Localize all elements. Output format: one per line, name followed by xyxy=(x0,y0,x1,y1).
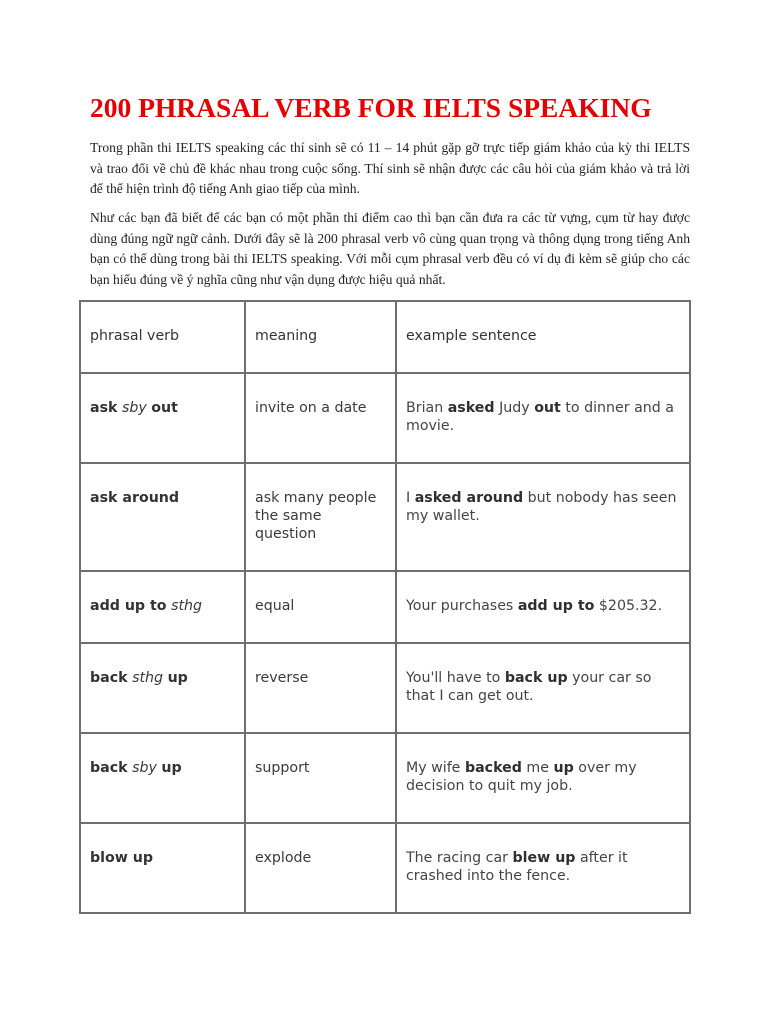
header-phrasal-verb: phrasal verb xyxy=(80,301,245,373)
example-cell: Brian asked Judy out to dinner and a movie. xyxy=(396,373,690,463)
bold-text: up xyxy=(553,760,574,776)
italic-text: sthg xyxy=(132,670,164,686)
bold-text: out xyxy=(534,400,561,416)
meaning-cell: support xyxy=(245,733,396,823)
bold-text: asked around xyxy=(414,490,524,506)
bold-text: up xyxy=(167,670,188,686)
bold-text: ask xyxy=(90,400,118,416)
header-example-sentence: example sentence xyxy=(396,301,690,373)
table-row xyxy=(80,571,690,643)
phrasal-verb-cell xyxy=(80,733,245,823)
phrasal-verb-cell xyxy=(80,571,245,643)
table-row xyxy=(80,823,690,913)
bold-text: asked xyxy=(447,400,495,416)
italic-text: sby xyxy=(132,760,157,776)
intro-paragraph-2: Như các bạn đã biết để các bạn có một phần thi điểm cao thì bạn cần đưa ra các từ vựng, cụm từ hay được dùng đúng ngữ ngữ cảnh. Dưới đây sẽ là 200 phrasal verb vô cùng quan trọng và thông dụng trong tiếng Anh bạn có thể dùng trong bài thi IELTS speaking. Với mỗi cụm phrasal verb đều có ví dụ đi kèm sẽ giúp cho các bạn hiểu đúng về ý nghĩa cũng như vận dụng được hiệu quả nhất. xyxy=(90,210,690,287)
bold-text: blew up xyxy=(512,850,576,866)
phrasal-verb-cell xyxy=(80,463,245,571)
table-header-row xyxy=(80,301,690,373)
italic-text: sby xyxy=(121,400,147,416)
bold-text: back xyxy=(90,760,128,776)
example-cell: Your purchases add up to $205.32. xyxy=(396,571,690,643)
bold-text: out xyxy=(151,400,178,416)
bold-text: back xyxy=(90,670,128,686)
phrasal-verb-cell xyxy=(80,823,245,913)
example-cell: My wife backed me up over my decision to quit my job. xyxy=(396,733,690,823)
bold-text: add up to xyxy=(517,598,595,614)
intro-paragraph-1: Trong phần thi IELTS speaking các thí sinh sẽ có 11 – 14 phút gặp gỡ trực tiếp giám khảo của kỳ thi IELTS và trao đổi về chủ đề khác nhau trong cuộc sống. Thí sinh sẽ nhận được các câu hỏi của giám khảo và trả lời để thể hiện trình độ tiếng Anh giao tiếp của mình. xyxy=(90,140,690,196)
phrasal-verb-table xyxy=(79,300,691,914)
phrasal-verb-cell xyxy=(80,373,245,463)
meaning-cell: reverse xyxy=(245,643,396,733)
table-row xyxy=(80,643,690,733)
phrasal-verb-cell xyxy=(80,643,245,733)
italic-text: sthg xyxy=(171,598,203,614)
meaning-cell: equal xyxy=(245,571,396,643)
bold-text: blow up xyxy=(90,850,154,866)
example-cell: The racing car blew up after it crashed into the fence. xyxy=(396,823,690,913)
meaning-cell: invite on a date xyxy=(245,373,396,463)
meaning-cell: ask many people the same question xyxy=(245,463,396,571)
header-meaning: meaning xyxy=(245,301,396,373)
bold-text: back up xyxy=(504,670,568,686)
bold-text: add up to xyxy=(90,598,167,614)
example-cell: I asked around but nobody has seen my wallet. xyxy=(396,463,690,571)
table-row xyxy=(80,733,690,823)
bold-text: ask around xyxy=(90,490,180,506)
meaning-cell: explode xyxy=(245,823,396,913)
example-cell: You'll have to back up your car so that I can get out. xyxy=(396,643,690,733)
bold-text: up xyxy=(161,760,182,776)
table-row xyxy=(80,373,690,463)
table-row xyxy=(80,463,690,571)
document-title: 200 PHRASAL VERB FOR IELTS SPEAKING xyxy=(90,92,652,123)
bold-text: backed xyxy=(464,760,522,776)
